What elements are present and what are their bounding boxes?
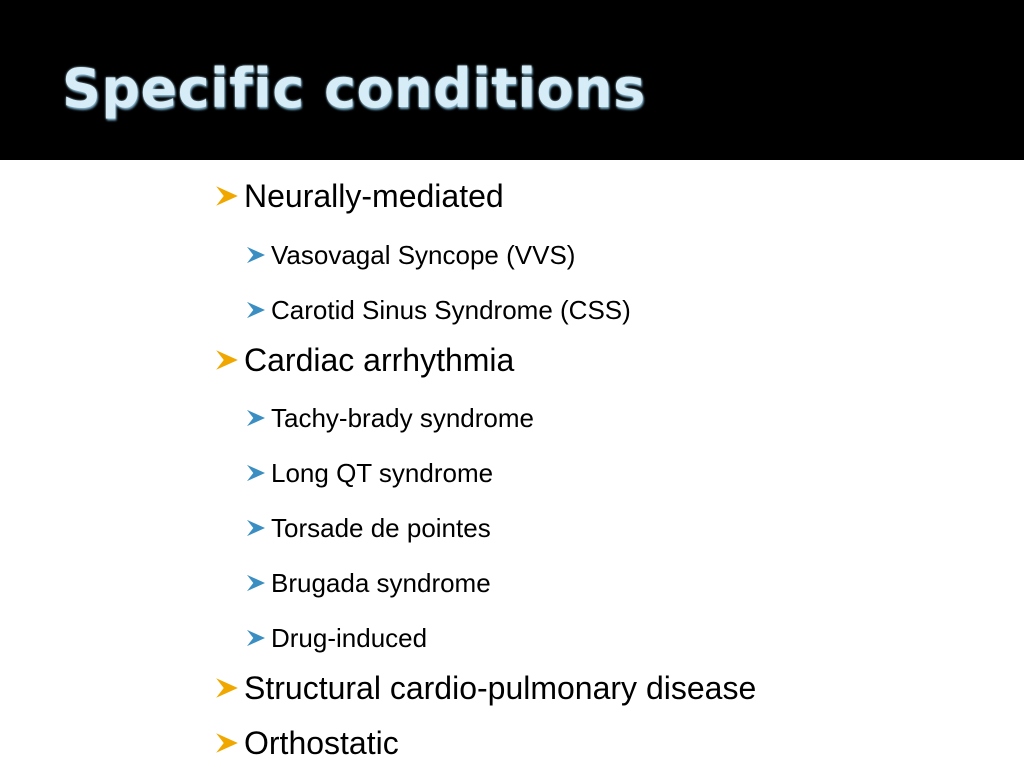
bullet-carotid-sinus-syndrome xyxy=(245,293,631,327)
blue-arrow-bullet-icon xyxy=(245,464,267,482)
bullet-text: Neurally-mediated xyxy=(244,177,504,214)
bullet-cardiac-arrhythmia xyxy=(214,340,514,380)
blue-arrow-bullet-icon xyxy=(245,629,267,647)
bullet-text: Long QT syndrome xyxy=(271,457,494,488)
orange-arrow-bullet-icon xyxy=(214,349,240,371)
blue-arrow-bullet-icon xyxy=(245,519,267,537)
bullet-structural-cardio-pulmonary-disease xyxy=(214,668,756,708)
orange-arrow-bullet-icon xyxy=(214,677,240,699)
orange-arrow-bullet-icon xyxy=(214,185,240,207)
blue-arrow-bullet-icon xyxy=(245,574,267,592)
bullet-vasovagal-syncope xyxy=(245,238,575,272)
bullet-text: Vasovagal Syncope (VVS) xyxy=(271,239,576,270)
bullet-orthostatic xyxy=(214,723,399,763)
bullet-text: Torsade de pointes xyxy=(271,512,491,543)
bullet-torsade-de-pointes xyxy=(245,511,491,545)
bullet-text: Drug-induced xyxy=(271,622,428,653)
bullet-long-qt-syndrome xyxy=(245,456,493,490)
bullet-brugada-syndrome xyxy=(245,566,491,600)
orange-arrow-bullet-icon xyxy=(214,732,240,754)
bullet-tachy-brady-syndrome xyxy=(245,401,534,435)
bullet-text: Carotid Sinus Syndrome (CSS) xyxy=(271,294,631,325)
bullet-neurally-mediated xyxy=(214,176,504,216)
slide-title: Specific conditions xyxy=(62,57,646,120)
bullet-text: Brugada syndrome xyxy=(271,567,491,598)
bullet-drug-induced xyxy=(245,621,427,655)
blue-arrow-bullet-icon xyxy=(245,301,267,319)
bullet-text: Cardiac arrhythmia xyxy=(244,341,515,378)
blue-arrow-bullet-icon xyxy=(245,409,267,427)
bullet-text: Structural cardio-pulmonary disease xyxy=(244,669,757,706)
bullet-text: Orthostatic xyxy=(244,724,399,761)
blue-arrow-bullet-icon xyxy=(245,246,267,264)
bullet-text: Tachy-brady syndrome xyxy=(271,402,534,433)
